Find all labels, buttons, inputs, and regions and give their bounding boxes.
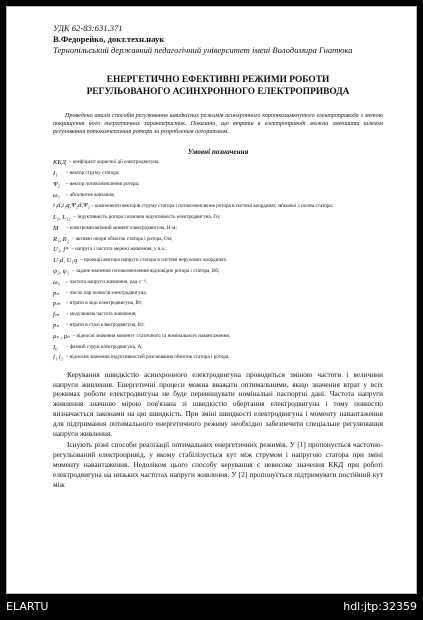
notation-item xyxy=(53,225,383,232)
notation-item xyxy=(53,236,383,243)
notation-item xyxy=(53,279,383,286)
notation-text: – коефіцієнт корисної дії електродвигуна; xyxy=(68,159,160,166)
notation-symbol: fₘ xyxy=(53,311,59,319)
title-line-1: ЕНЕРГЕТИЧНО ЕФЕКТИВНІ РЕЖИМИ РОБОТИ xyxy=(106,74,330,85)
notation-symbol: Ψ₂ xyxy=(53,180,60,188)
notation-symbol: M xyxy=(53,224,59,232)
notation-symbol: pₘ xyxy=(53,300,61,308)
notation-item xyxy=(53,268,383,275)
notation-symbol: ω₀ xyxy=(53,278,60,286)
notation-symbol: U₁, f* xyxy=(53,246,69,254)
notation-symbol: i₁d,i₁q,Ψ₂d,Ψ₂ xyxy=(53,202,90,210)
notation-symbol: I₁ xyxy=(53,169,58,177)
notation-text: – втрати в міді електродвигуна, Вт; xyxy=(66,300,143,307)
notation-text: – число пар полюсів електродвигуна; xyxy=(66,289,147,296)
notation-text: – абсолютне ковзання; xyxy=(66,191,115,198)
notation-symbol: ККД xyxy=(53,159,66,167)
notation-item xyxy=(53,333,383,340)
notation-item xyxy=(53,192,383,199)
author-line: В.Федорейко, докт.техн.наук xyxy=(53,34,165,44)
footer-bar xyxy=(0,600,423,620)
notation-item xyxy=(53,202,383,210)
notation-symbol: R₁, R₂ xyxy=(53,235,69,243)
notation-item xyxy=(53,257,383,264)
page-content xyxy=(53,23,383,490)
notation-text: – відносне значення індуктивностей розсіювання обмоток статора і ротора. xyxy=(66,354,230,361)
notation-text: – частота напруги живлення, рад·с⁻¹; xyxy=(66,278,147,285)
notation-text: – задане значення потокозчеплення відповідно ротора і статора, Вб; xyxy=(72,268,220,275)
notation-item xyxy=(53,322,383,329)
notation-symbol: L₂, L₁₂ xyxy=(53,214,71,222)
notation-item xyxy=(53,181,383,188)
notation-text: – вектор потокозчеплення ротора; xyxy=(66,180,140,187)
handle-id: hdl:jtp:32359 xyxy=(343,600,417,613)
notation-item xyxy=(53,354,383,361)
notation-item xyxy=(53,159,383,166)
notation-text: – вектор струму статора; xyxy=(66,169,120,176)
body-paragraph-2: Існують різні способи реалізації оптимальних енергетичних режимів. У [1] пропонується частотно-регульований електропривід, у якому стабілізується кут між струмом і напругою статора при зміні моменту навантаження. Недоліком цього способу керування є невисоке значення ККД при роботі електродвигуна на низьких частотах напруги живлення. У [2] пропонується підтримувати постійний кут між xyxy=(53,440,383,489)
notation-text: – відносні значення моменту статичного та номінального навантаження; xyxy=(72,332,231,339)
article-title xyxy=(53,74,383,98)
document-page xyxy=(6,6,417,594)
notation-item xyxy=(53,214,383,221)
udk-code: УДК 62-83:631.371 xyxy=(53,23,123,33)
notation-item xyxy=(53,311,383,318)
notation-text: – фазний струм електродвигуна, А; xyxy=(66,343,143,350)
notation-heading: Умовні позначення xyxy=(187,148,249,157)
notation-item xyxy=(53,246,383,253)
notation-text: – модулююча частота живлення; xyxy=(66,311,137,318)
notation-text: – індуктивність ротора і взаємна індуктивність електродвигуна, Гн; xyxy=(73,214,221,221)
notation-text: – напруга і частота мережі живлення, у в.о.; xyxy=(71,246,167,253)
notation-text: – електромеханічний момент електродвигуна, Н·м; xyxy=(66,224,177,231)
notation-item xyxy=(53,344,383,351)
notation-symbol: ω₁ xyxy=(53,191,60,199)
repository-name: ELARTU xyxy=(6,600,49,613)
notation-symbol: pₛ xyxy=(53,322,59,330)
body-paragraph-1: Керування швидкістю асинхронного електродвигуна проводиться зміною частоти і величини напруги живлення. Енергетичні процеси можна вважати оптимальними, якщо значення втрат у всіх режимах роботи електродвигуна не буде перевищувати номінальні паспортні дані. Частота напруги живлення значною мірою пов'язана зі швидкістю обертання електродвигуна і тому повністю визначається законами на цю швидкість. При зміні швидкості електродвигуна і моменту навантаження для підтримання оптимального енергетичного режиму необхідно забезпечити спеціальне регулювання напруги живлення. xyxy=(53,369,383,439)
abstract: Проведено аналіз способів регулювання швидкісних режимів асинхронного короткозамкнутого електропривода з метою покращення його енергетичних характеристик. Показано, що втрати в електроприводі можна зменшити шляхом регулювання потокозчеплення ротора за розробленим алгоритмом. xyxy=(53,112,383,135)
notation-item xyxy=(53,300,383,307)
notation-symbol: I₀ xyxy=(53,343,58,351)
notation-symbol: l₁ l₂ xyxy=(53,354,63,362)
notation-text: – проекції вектора напруги статора в системі нерухомих координат; xyxy=(80,257,227,264)
notation-item xyxy=(53,170,383,177)
notation-text: – втрати в сталі електродвигуна, Вт; xyxy=(66,322,145,329)
notation-text: – активні опори обмоток статора і ротора, Ом; xyxy=(71,235,173,242)
notation-symbol: μₛ , μₙ xyxy=(53,332,70,340)
affiliation: Тернопільський державний педагогічний університет імені Володимира Гнатюка xyxy=(53,45,353,55)
notation-item xyxy=(53,290,383,297)
notation-symbol: ψ₂, ψ₁ xyxy=(53,268,70,276)
notation-list xyxy=(53,159,383,362)
notation-symbol: pₙ xyxy=(53,289,59,297)
title-line-2: РЕГУЛЬОВАНОГО АСИНХРОННОГО ЕЛЕКТРОПРИВОДА xyxy=(86,86,350,97)
notation-text: – компоненти векторів струму статора і потокозчеплення ротора в системі координат, зв'язаної з полем статора; xyxy=(91,203,334,210)
notation-symbol: U₁d, U₁q xyxy=(53,257,77,265)
